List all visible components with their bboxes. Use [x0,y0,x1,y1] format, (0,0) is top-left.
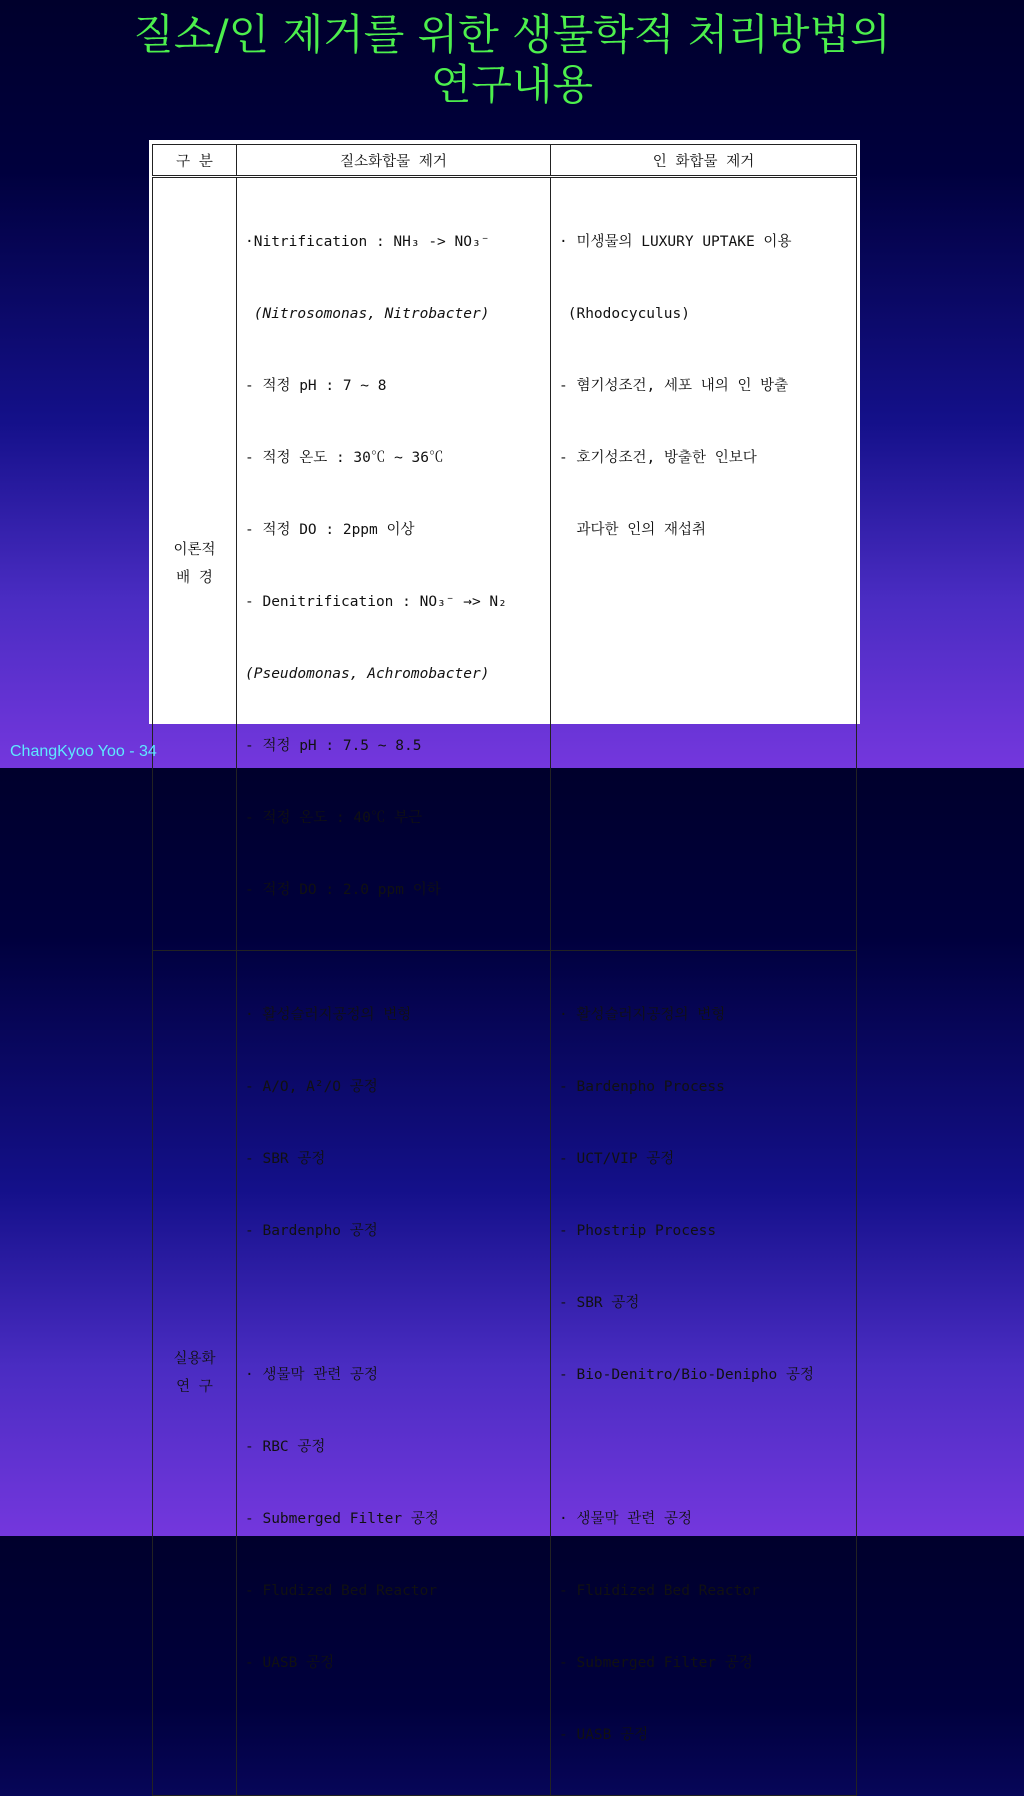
cell-line: - UCT/VIP 공정 [559,1151,675,1167]
cell-line: - Fludized Bed Reactor [245,1583,438,1599]
cell-practice-phosphorus [551,951,857,1796]
cell-line: - Submerged Filter 공정 [559,1655,753,1671]
slide-title-line-1: 질소/인 제거를 위한 생물학적 처리방법의 [133,10,891,59]
cell-line: 과다한 인의 재섭취 [559,522,706,538]
table-row-theory [153,177,857,951]
cell-line: · 생물막 관련 공정 [559,1511,692,1527]
cell-line: - SBR 공정 [245,1151,326,1167]
row-label-practice [153,951,237,1796]
cell-line: - Fluidized Bed Reactor [559,1583,760,1599]
cell-line: - UASB 공정 [245,1655,335,1671]
cell-line: - 적정 온도 : 40℃ 부근 [245,810,423,826]
row-label-line: 연 구 [176,1379,213,1395]
cell-line: - SBR 공정 [559,1295,640,1311]
cell-line: - 혐기성조건, 세포 내의 인 방출 [559,378,789,394]
cell-line: - 적정 온도 : 30℃ ~ 36℃ [245,450,444,466]
cell-line: - Bio-Denitro/Bio-Denipho 공정 [559,1367,814,1383]
cell-line: - UASB 공정 [559,1727,649,1743]
table-image [149,140,860,1743]
cell-line: · 활성슬러지공정의 변형 [559,1007,726,1023]
cell-line: - Phostrip Process [559,1223,717,1239]
cell-line: - RBC 공정 [245,1439,326,1455]
cell-line: ·Nitrification : NH₃ -> NO₃⁻ [245,234,490,250]
row-label-theory [153,177,237,951]
cell-line [559,1435,852,1459]
cell-line: - Submerged Filter 공정 [245,1511,439,1527]
row-label-line: 배 경 [176,570,213,586]
cell-line: - Bardenpho 공정 [245,1223,378,1239]
table-row-practice [153,951,857,1796]
cell-line: (Nitrosomonas, Nitrobacter) [245,306,490,322]
cell-practice-nitrogen [237,951,551,1796]
cell-theory-nitrogen [237,177,551,951]
header-phosphorus-removal: 인 화합물 제거 [551,145,857,177]
cell-line: · 활성슬러지공정의 변형 [245,1007,412,1023]
cell-line: - A/O, A²/O 공정 [245,1079,378,1095]
row-label-line: 이론적 [173,542,216,558]
table-header-row [153,145,857,177]
cell-line: · 생물막 관련 공정 [245,1367,378,1383]
cell-line: · 미생물의 LUXURY UPTAKE 이용 [559,234,792,250]
row-label-line: 실용화 [173,1351,216,1367]
cell-line: (Pseudomonas, Achromobacter) [245,666,490,682]
cell-line [245,1291,546,1315]
cell-line: - 적정 DO : 2ppm 이상 [245,522,415,538]
research-content-table [152,144,857,1796]
header-category: 구 분 [153,145,237,177]
slide-title [0,10,1024,110]
cell-line: - 적정 pH : 7 ~ 8 [245,378,387,394]
slide-footer: ChangKyoo Yoo - 34 [10,743,157,760]
cell-line: - 적정 DO : 2.0 ppm 이하 [245,882,441,898]
cell-line: (Rhodocyculus) [559,306,690,322]
cell-line: - 호기성조건, 방출한 인보다 [559,450,757,466]
cell-line: - 적정 pH : 7.5 ~ 8.5 [245,738,422,754]
cell-theory-phosphorus [551,177,857,951]
cell-line: - Denitrification : NO₃⁻ →> N₂ [245,594,507,610]
slide-title-line-2: 연구내용 [430,60,594,109]
header-nitrogen-removal: 질소화합물 제거 [237,145,551,177]
cell-line: - Bardenpho Process [559,1079,725,1095]
